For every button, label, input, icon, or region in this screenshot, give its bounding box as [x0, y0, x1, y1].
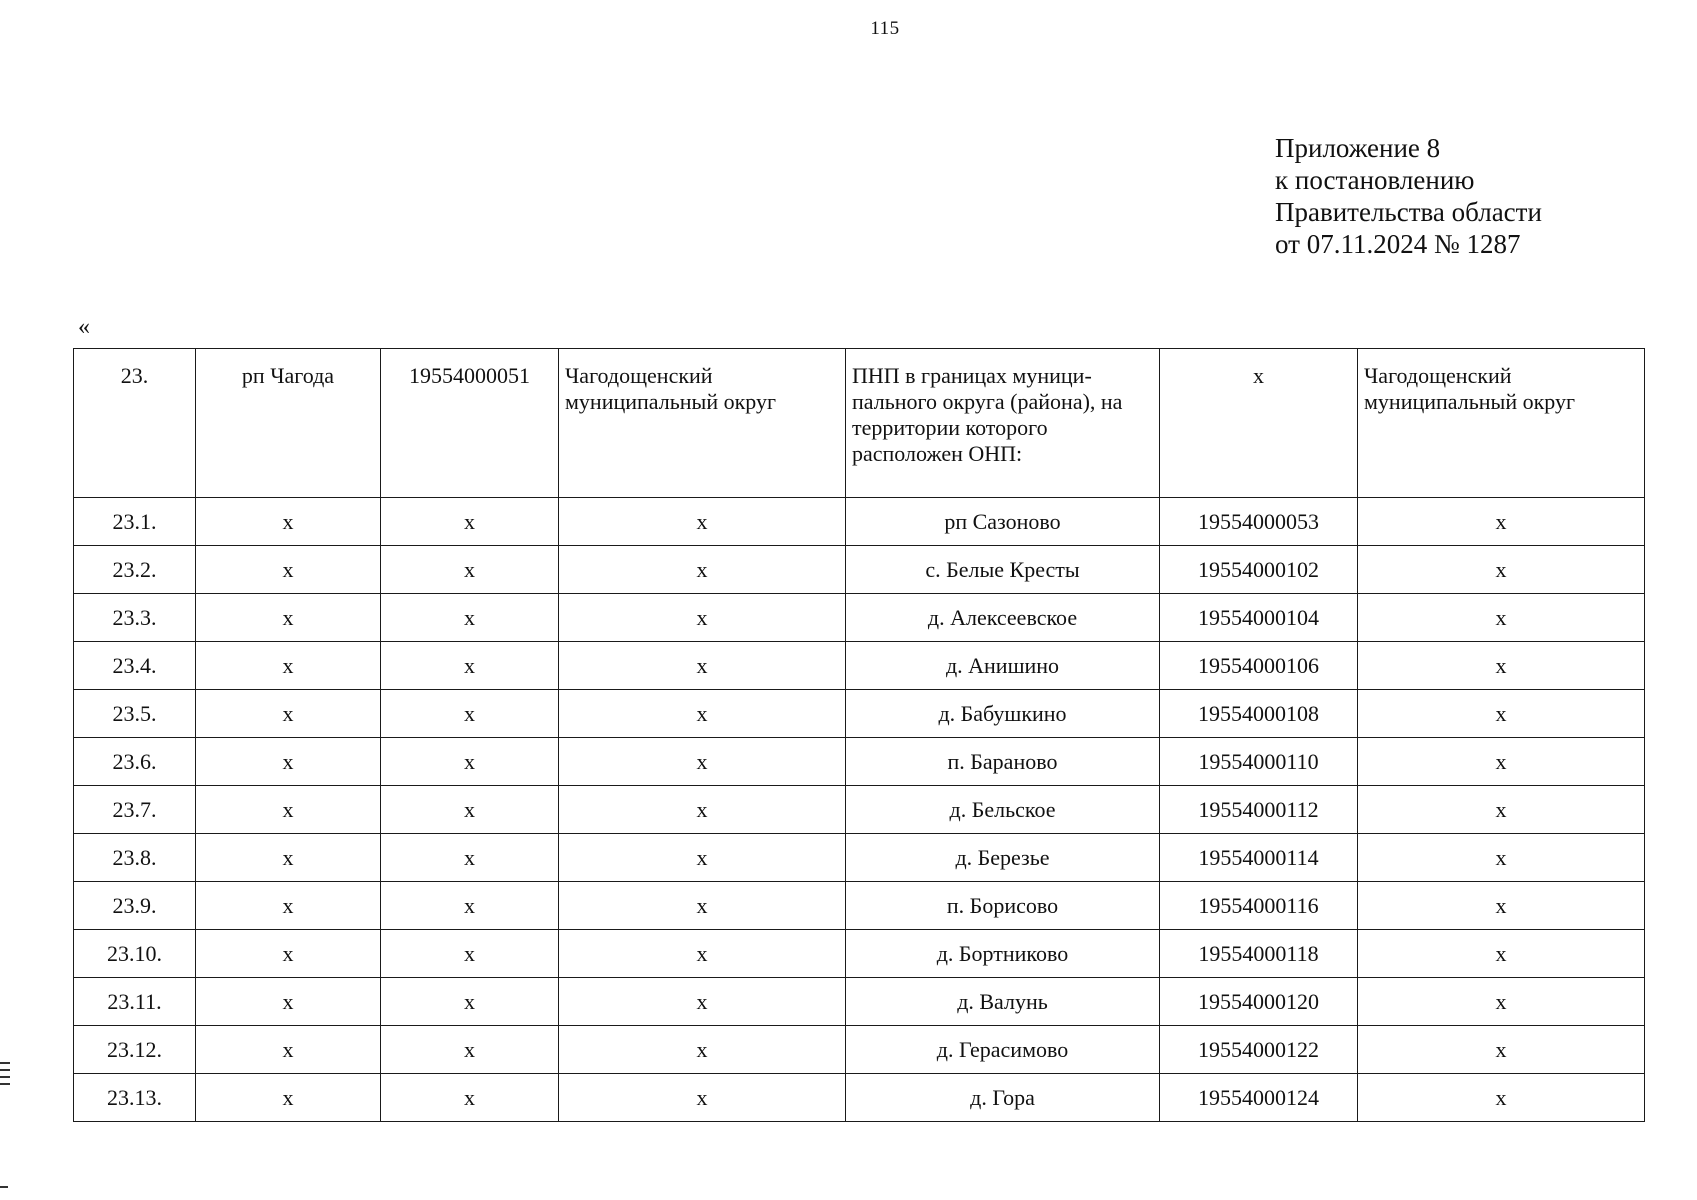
cell-district: х	[559, 1074, 846, 1122]
cell-district-2: х	[1358, 786, 1645, 834]
cell-settlement: х	[196, 498, 381, 546]
cell-code: 19554000104	[1160, 594, 1358, 642]
appendix-line-4: от 07.11.2024 № 1287	[1275, 229, 1521, 259]
cell-name: д. Бабушкино	[846, 690, 1160, 738]
cell-name: д. Анишино	[846, 642, 1160, 690]
cell-district: х	[559, 930, 846, 978]
cell-oktmo: х	[381, 978, 559, 1026]
appendix-heading	[1275, 132, 1542, 260]
cell-number: 23.	[74, 349, 196, 498]
table-row	[74, 498, 1645, 546]
cell-name: д. Алексеевское	[846, 594, 1160, 642]
cell-district: х	[559, 882, 846, 930]
table-row	[74, 786, 1645, 834]
cell-name: д. Гора	[846, 1074, 1160, 1122]
cell-district-2: х	[1358, 882, 1645, 930]
cell-name: с. Белые Кресты	[846, 546, 1160, 594]
edge-mark	[0, 1076, 10, 1078]
cell-number: 23.11.	[74, 978, 196, 1026]
page-number: 115	[870, 18, 900, 39]
cell-name: рп Сазоново	[846, 498, 1160, 546]
cell-code: 19554000112	[1160, 786, 1358, 834]
cell-settlement: х	[196, 738, 381, 786]
cell-district: х	[559, 642, 846, 690]
cell-oktmo: х	[381, 1074, 559, 1122]
cell-code: 19554000110	[1160, 738, 1358, 786]
table-row	[74, 690, 1645, 738]
cell-settlement: х	[196, 930, 381, 978]
cell-district-2: х	[1358, 498, 1645, 546]
cell-settlement: рп Чагода	[196, 349, 381, 498]
cell-code: 19554000102	[1160, 546, 1358, 594]
cell-settlement: х	[196, 1026, 381, 1074]
cell-district-2: х	[1358, 978, 1645, 1026]
cell-oktmo: х	[381, 594, 559, 642]
cell-district-2: х	[1358, 546, 1645, 594]
cell-settlement: х	[196, 882, 381, 930]
cell-district-2: х	[1358, 1074, 1645, 1122]
cell-code: 19554000114	[1160, 834, 1358, 882]
cell-settlement: х	[196, 1074, 381, 1122]
appendix-line-3: Правительства области	[1275, 197, 1542, 227]
cell-number: 23.8.	[74, 834, 196, 882]
table-row	[74, 1074, 1645, 1122]
cell-code: 19554000106	[1160, 642, 1358, 690]
cell-number: 23.13.	[74, 1074, 196, 1122]
cell-code: 19554000118	[1160, 930, 1358, 978]
table-row	[74, 642, 1645, 690]
cell-oktmo: х	[381, 642, 559, 690]
table-row	[74, 738, 1645, 786]
cell-number: 23.2.	[74, 546, 196, 594]
edge-mark	[0, 1062, 10, 1064]
table-row	[74, 882, 1645, 930]
cell-code: 19554000122	[1160, 1026, 1358, 1074]
cell-name: д. Герасимово	[846, 1026, 1160, 1074]
cell-settlement: х	[196, 690, 381, 738]
scan-edge-marks	[0, 1062, 10, 1090]
cell-settlement: х	[196, 594, 381, 642]
cell-code: 19554000108	[1160, 690, 1358, 738]
cell-number: 23.12.	[74, 1026, 196, 1074]
cell-settlement: х	[196, 786, 381, 834]
cell-oktmo: х	[381, 690, 559, 738]
cell-oktmo: х	[381, 834, 559, 882]
edge-mark	[0, 1069, 10, 1071]
cell-code: 19554000120	[1160, 978, 1358, 1026]
cell-oktmo: х	[381, 930, 559, 978]
cell-district: х	[559, 738, 846, 786]
cell-oktmo: х	[381, 882, 559, 930]
cell-district-2: х	[1358, 1026, 1645, 1074]
table-row	[74, 834, 1645, 882]
cell-code: 19554000124	[1160, 1074, 1358, 1122]
cell-district: х	[559, 690, 846, 738]
cell-name: п. Бараново	[846, 738, 1160, 786]
cell-district-2: х	[1358, 738, 1645, 786]
cell-name: д. Бортниково	[846, 930, 1160, 978]
table-row	[74, 930, 1645, 978]
cell-settlement: х	[196, 834, 381, 882]
cell-name: п. Борисово	[846, 882, 1160, 930]
cell-number: 23.4.	[74, 642, 196, 690]
table-row	[74, 1026, 1645, 1074]
settlements-table	[73, 348, 1645, 1122]
cell-oktmo: х	[381, 786, 559, 834]
cell-oktmo: х	[381, 738, 559, 786]
cell-name: д. Валунь	[846, 978, 1160, 1026]
cell-district-2: х	[1358, 834, 1645, 882]
cell-district: Чагодощенский муниципальный округ	[559, 349, 846, 498]
cell-name: д. Березье	[846, 834, 1160, 882]
cell-district: х	[559, 1026, 846, 1074]
cell-number: 23.7.	[74, 786, 196, 834]
cell-number: 23.1.	[74, 498, 196, 546]
edge-mark	[0, 1186, 8, 1188]
cell-number: 23.6.	[74, 738, 196, 786]
cell-district: х	[559, 546, 846, 594]
cell-number: 23.9.	[74, 882, 196, 930]
cell-code: 19554000053	[1160, 498, 1358, 546]
table-row	[74, 594, 1645, 642]
cell-oktmo: х	[381, 1026, 559, 1074]
cell-oktmo: х	[381, 546, 559, 594]
cell-settlement: х	[196, 546, 381, 594]
cell-district: х	[559, 834, 846, 882]
cell-number: 23.3.	[74, 594, 196, 642]
cell-district: х	[559, 594, 846, 642]
cell-code: 19554000116	[1160, 882, 1358, 930]
cell-name: д. Бельское	[846, 786, 1160, 834]
appendix-line-2: к постановлению	[1275, 165, 1475, 195]
cell-code: х	[1160, 349, 1358, 498]
cell-oktmo: х	[381, 498, 559, 546]
cell-oktmo: 19554000051	[381, 349, 559, 498]
cell-settlement: х	[196, 642, 381, 690]
table-row	[74, 546, 1645, 594]
cell-number: 23.5.	[74, 690, 196, 738]
cell-district-2: х	[1358, 690, 1645, 738]
cell-description: ПНП в границах муници-пального округа (района), на территории которого расположен ОНП:	[846, 349, 1160, 498]
edge-mark	[0, 1083, 10, 1085]
cell-district: х	[559, 786, 846, 834]
cell-district: х	[559, 498, 846, 546]
table-row	[74, 349, 1645, 498]
cell-district-2: Чагодощенский муниципальный округ	[1358, 349, 1645, 498]
cell-district-2: х	[1358, 930, 1645, 978]
cell-district: х	[559, 978, 846, 1026]
cell-district-2: х	[1358, 594, 1645, 642]
cell-number: 23.10.	[74, 930, 196, 978]
appendix-line-1: Приложение 8	[1275, 133, 1441, 163]
table-row	[74, 978, 1645, 1026]
opening-quote: «	[78, 314, 90, 340]
cell-district-2: х	[1358, 642, 1645, 690]
cell-settlement: х	[196, 978, 381, 1026]
